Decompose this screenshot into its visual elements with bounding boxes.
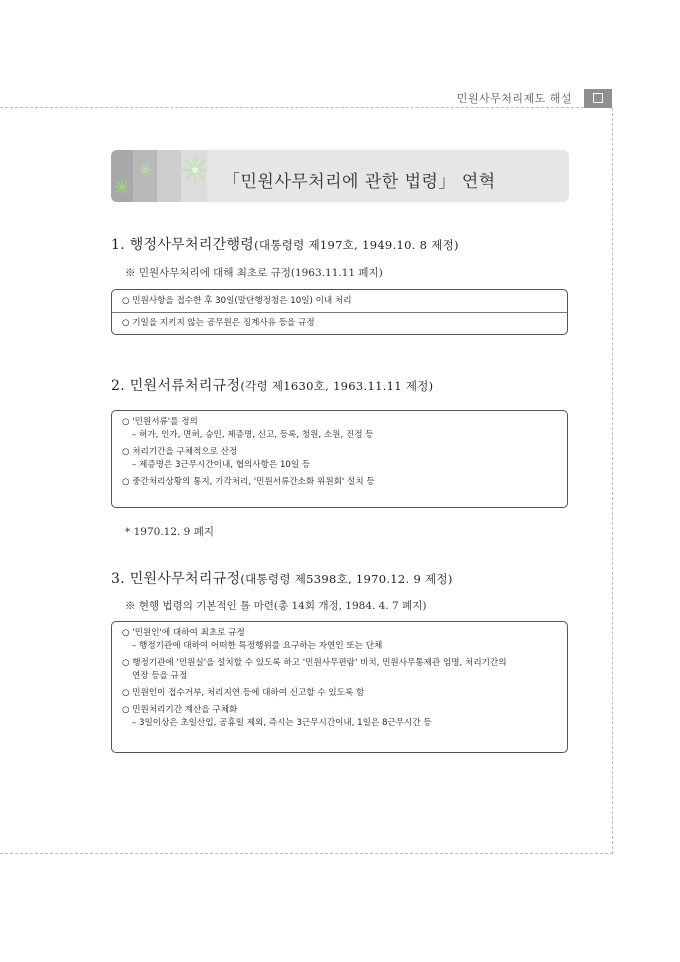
section-3-box bbox=[111, 621, 568, 753]
list-item: ○ 민원사항을 접수한 후 30일(말단행정청은 10일) 이내 처리 bbox=[122, 296, 352, 306]
list-item: ○ 행정기관에 '민원실'을 설치할 수 있도록 하고 '민원사무편람' 비치, 민원사무통제관 임명, 처리기간의 연장 등을 규정 bbox=[122, 658, 507, 681]
section-2-box bbox=[111, 410, 568, 508]
divider bbox=[112, 312, 567, 313]
list-item: ○ 민원인이 접수거부, 처리지연 등에 대하여 신고할 수 있도록 함 bbox=[122, 688, 365, 698]
list-item: ○ 처리기간을 구체적으로 산정 – 제증명은 3근무시간이내, 협의사항은 10일 등 bbox=[122, 447, 311, 470]
list-item: ○ 중간처리상황의 통지, 기각처리, '민원서류간소화 위원회' 설치 등 bbox=[122, 477, 375, 487]
running-title: 민원사무처리제도 해설 bbox=[456, 92, 572, 105]
list-item: ○ '민원인'에 대하여 최초로 규정 – 행정기관에 대하여 어떠한 특정행위를 요구하는 자연인 또는 단체 bbox=[122, 628, 383, 651]
section-1-note: ※ 민원사무처리에 대해 최초로 규정(1963.11.11 폐지) bbox=[125, 267, 383, 279]
section-3-note: ※ 현행 법령의 기본적인 틀 마련(총 14회 개정, 1984. 4. 7 폐지) bbox=[125, 600, 427, 612]
section-3-title: 3. 민원사무처리규정(대통령령 제5398호, 1970.12. 9 제정) bbox=[111, 571, 453, 587]
section-2-title: 2. 민원서류처리규정(각령 제1630호, 1963.11.11 제정) bbox=[111, 378, 434, 394]
list-item: ○ 기일을 지키지 않는 공무원은 징계사유 등을 규정 bbox=[122, 318, 315, 328]
flower-deco-icon bbox=[111, 150, 207, 202]
section-1-box bbox=[111, 289, 568, 335]
section-2-footnote: * 1970.12. 9 폐지 bbox=[125, 526, 214, 538]
banner-title: 「민원사무처리에 관한 법령」 연혁 bbox=[223, 172, 496, 192]
page-marker-icon bbox=[584, 89, 612, 108]
section-1-title: 1. 행정사무처리간행령(대통령령 제197호, 1949.10. 8 제정) bbox=[111, 237, 459, 253]
list-item: ○ 민원처리기간 계산을 구체화 – 3일이상은 초일산입, 공휴일 제외, 즉시는 3근무시간이내, 1일은 8근무시간 등 bbox=[122, 705, 432, 728]
list-item: ○ '민원서류'를 정의 – 허가, 인가, 면허, 승인, 제증명, 신고, 등록, 청원, 소원, 진정 등 bbox=[122, 417, 374, 440]
title-banner bbox=[111, 150, 569, 202]
